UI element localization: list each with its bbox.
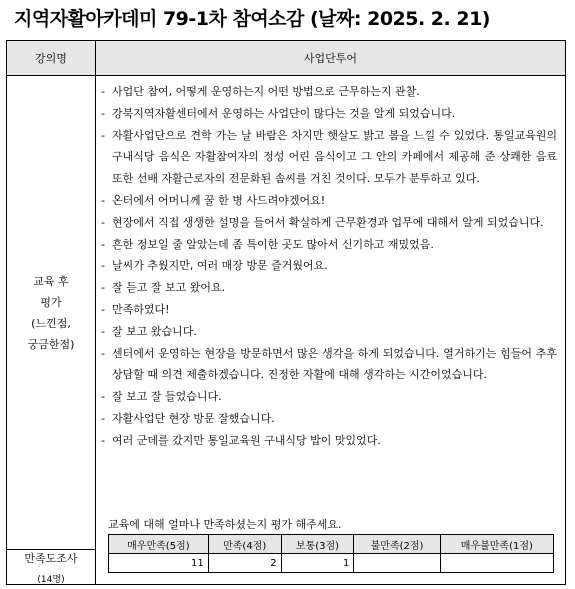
survey-col-satisfied: 만족(4점) xyxy=(208,535,281,554)
table-header xyxy=(7,41,565,76)
survey-col-very-satisfied: 매우만족(5점) xyxy=(109,535,209,554)
respondent-count: (14명) xyxy=(37,574,65,585)
feedback-item: - 사업단 참여, 어떻게 운영하는지 어떤 방법으로 근무하는지 관찰. xyxy=(101,81,557,103)
feedback-item: - 날씨가 추웠지만, 여러 매장 방문 즐거웠어요. xyxy=(101,255,557,277)
feedback-item: - 여러 군데를 갔지만 통일교육원 구내식당 밥이 맛있었다. xyxy=(101,430,557,452)
survey-col-dissatisfied: 불만족(2점) xyxy=(354,535,440,554)
feedback-item: - 만족하였다! xyxy=(101,299,557,321)
feedback-item: - 잘 보고 왔습니다. xyxy=(101,321,557,343)
page-title: 지역자활아카데미 79-1차 참여소감 (날짜: 2025. 2. 21) xyxy=(14,8,490,30)
survey-col-neutral: 보통(3점) xyxy=(281,535,354,554)
evaluation-label-line: 교육 후 xyxy=(33,274,69,288)
satisfaction-label-cell xyxy=(7,550,96,584)
report-table xyxy=(6,40,566,585)
survey-value-dissatisfied xyxy=(354,554,440,573)
feedback-item: - 센터에서 운영하는 현장을 방문하면서 많은 생각을 하게 되었습니다. 열거하기는 힘들어 추후 상담할 때 의견 제출하겠습니다. 진정한 자활에 대해 생각하는 시간이었습니다. xyxy=(101,343,557,387)
feedback-list xyxy=(101,81,557,452)
evaluation-label-cell xyxy=(7,76,96,550)
survey-value-satisfied: 2 xyxy=(208,554,281,573)
survey-value-neutral: 1 xyxy=(281,554,354,573)
survey-value-row xyxy=(109,554,554,573)
feedback-item: - 잘 듣고 잘 보고 왔어요. xyxy=(101,277,557,299)
survey-question: 교육에 대해 얼마나 만족하셨는지 평가 해주세요. xyxy=(108,518,342,531)
survey-col-very-dissatisfied: 매우불만족(1점) xyxy=(440,535,553,554)
feedback-item: - 자활사업단 현장 방문 잘했습니다. xyxy=(101,408,557,430)
feedback-item: - 흔한 정보일 줄 알았는데 좀 특이한 곳도 많아서 신기하고 재밌었음. xyxy=(101,234,557,256)
evaluation-label-line: (느낀점, xyxy=(31,316,71,330)
survey-value-very-satisfied: 11 xyxy=(109,554,209,573)
feedback-item: - 잘 보고 잘 들었습니다. xyxy=(101,386,557,408)
feedback-item: - 강북지역자활센터에서 운영하는 사업단이 많다는 것을 알게 되었습니다. xyxy=(101,103,557,125)
header-lecture-label: 강의명 xyxy=(7,41,96,75)
header-lecture-name: 사업단투어 xyxy=(303,52,358,65)
survey-header-row xyxy=(109,535,554,554)
satisfaction-label: 만족도조사 xyxy=(24,551,78,565)
evaluation-label-line: 평가 xyxy=(40,295,62,309)
feedback-item: - 자활사업단으로 견학 가는 날 바람은 차지만 햇살도 밝고 봄을 느낄 수 있었다. 통일교육원의 구내식당 음식은 자활참여자의 정성 어린 음식이고 그 안의 카페에서 제공해 준 상쾌한 음료 또한 선배 자활근로자의 전문화된 솜씨를 거친 것이다. 모두가 분투하고 있다. xyxy=(101,125,557,190)
feedback-item: - 현장에서 직접 생생한 설명을 들어서 확실하게 근무환경과 업무에 대해서 알게 되었습니다. xyxy=(101,212,557,234)
survey-value-very-dissatisfied xyxy=(440,554,553,573)
survey-table xyxy=(108,534,554,573)
evaluation-label-line: 궁금한점) xyxy=(27,337,75,351)
feedback-item: - 온터에서 어머니께 꿀 한 병 사드려야겠어요! xyxy=(101,190,557,212)
